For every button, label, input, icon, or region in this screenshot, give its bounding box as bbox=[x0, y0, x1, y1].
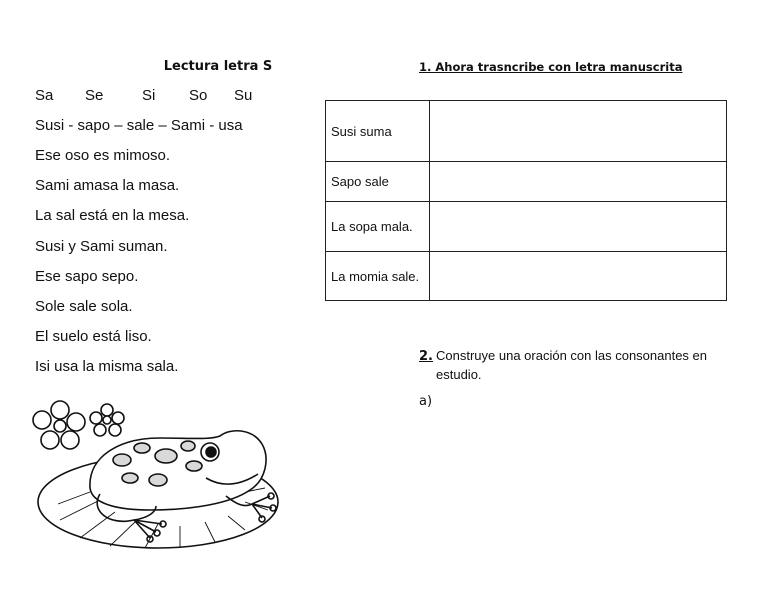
table-row bbox=[326, 162, 727, 202]
reading-line: Ese sapo sepo. bbox=[35, 268, 139, 285]
table-row bbox=[326, 202, 727, 252]
table-row bbox=[326, 101, 727, 162]
syllable: Si bbox=[142, 87, 156, 104]
flower-icon bbox=[90, 404, 124, 436]
syllable: Su bbox=[234, 87, 253, 104]
answer-cell[interactable] bbox=[430, 202, 727, 252]
phrase-cell: La momia sale. bbox=[326, 252, 430, 301]
reading-title: Lectura letra S bbox=[163, 59, 273, 74]
question-text: Construye una oración con las consonantes en estudio. bbox=[436, 348, 708, 382]
flower-icon bbox=[33, 401, 85, 449]
reading-line: Susi y Sami suman. bbox=[35, 238, 168, 255]
reading-line: El suelo está liso. bbox=[35, 328, 152, 345]
syllable: So bbox=[189, 87, 208, 104]
phrase-cell: Susi suma bbox=[326, 101, 430, 162]
transcribe-title: 1. Ahora trasncribe con letra manuscrita bbox=[419, 60, 683, 74]
syllable: Sa bbox=[35, 87, 54, 104]
phrase-cell: La sopa mala. bbox=[326, 202, 430, 252]
reading-line: Sami amasa la masa. bbox=[35, 177, 180, 194]
syllable: Se bbox=[85, 87, 104, 104]
reading-line: La sal está en la mesa. bbox=[35, 207, 190, 224]
reading-line: Isi usa la misma sala. bbox=[35, 358, 179, 375]
reading-line: Susi - sapo – sale – Sami - usa bbox=[35, 117, 243, 134]
answer-cell[interactable] bbox=[430, 101, 727, 162]
phrase-cell: Sapo sale bbox=[326, 162, 430, 202]
answer-label: a) bbox=[419, 394, 433, 409]
frog-on-lily-pad-illustration bbox=[30, 400, 282, 556]
transcription-table bbox=[325, 100, 727, 301]
question-2 bbox=[419, 346, 729, 382]
reading-line: Sole sale sola. bbox=[35, 298, 133, 315]
reading-line: Ese oso es mimoso. bbox=[35, 147, 171, 164]
answer-cell[interactable] bbox=[430, 252, 727, 301]
table-row bbox=[326, 252, 727, 301]
question-number: 2. bbox=[419, 349, 433, 364]
answer-cell[interactable] bbox=[430, 162, 727, 202]
